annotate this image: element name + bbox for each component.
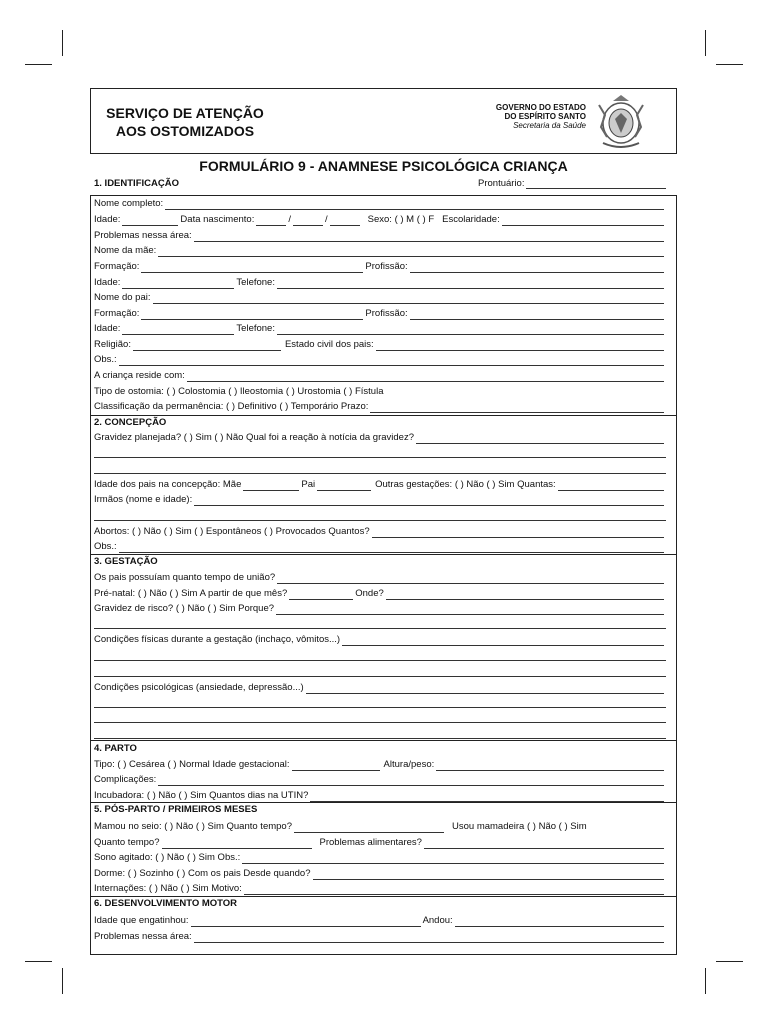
label: Formação:	[94, 308, 140, 319]
section-title-gestacao: 3. GESTAÇÃO	[94, 556, 158, 567]
crop-mark	[25, 961, 52, 962]
label: Obs.:	[94, 541, 117, 552]
field-line[interactable]	[294, 822, 444, 833]
label: Idade:	[94, 214, 121, 225]
blank-line[interactable]	[94, 473, 666, 474]
row-idade-pai	[94, 322, 666, 335]
blank-line[interactable]	[94, 738, 666, 739]
row-idade-mae	[94, 276, 666, 289]
row-problemas	[94, 229, 666, 242]
label: Nome completo:	[94, 198, 164, 209]
label: Tipo de ostomia: ( ) Colostomia ( ) Ileostomia ( ) Urostomia ( ) Fístula	[94, 386, 384, 397]
field-line[interactable]	[119, 355, 664, 366]
label: Formação:	[94, 261, 140, 272]
field-line[interactable]	[455, 916, 664, 927]
label: Problemas nessa área:	[94, 230, 192, 241]
label: /	[325, 214, 328, 225]
field-line[interactable]	[502, 215, 664, 226]
label: Estado civil dos pais:	[284, 339, 374, 350]
label: Gravidez planejada? ( ) Sim ( ) Não Qual foi a reação à notícia da gravidez?	[94, 432, 414, 443]
label: Escolaridade:	[442, 214, 500, 225]
crop-mark	[716, 64, 743, 65]
field-line[interactable]	[558, 480, 664, 491]
crop-mark	[25, 64, 52, 65]
label: Idade:	[94, 323, 121, 334]
row-idade	[94, 213, 666, 226]
row-formacao-pai	[94, 307, 666, 320]
field-line[interactable]	[194, 231, 664, 242]
field-line[interactable]	[410, 262, 664, 273]
field-line[interactable]	[436, 760, 664, 771]
crop-mark	[716, 961, 743, 962]
row-abortos	[94, 525, 666, 538]
label: A criança reside com:	[94, 370, 185, 381]
row-engatinhou	[94, 914, 666, 927]
field-line[interactable]	[119, 542, 664, 553]
row-formacao-mae	[94, 260, 666, 273]
label: Abortos: ( ) Não ( ) Sim ( ) Espontâneos ( ) Provocados Quantos?	[94, 526, 370, 537]
label: Quanto tempo?	[94, 837, 160, 848]
field-line[interactable]	[330, 215, 360, 226]
service-line-1: SERVIÇO DE ATENÇÃO	[106, 105, 264, 121]
label: Onde?	[355, 588, 384, 599]
label: Data nascimento:	[180, 214, 255, 225]
row-nome-pai	[94, 291, 666, 304]
field-line[interactable]	[376, 340, 664, 351]
field-line[interactable]	[122, 324, 234, 335]
section-title-parto: 4. PARTO	[94, 743, 137, 754]
label: Telefone:	[236, 277, 275, 288]
field-line[interactable]	[122, 278, 234, 289]
crop-mark	[62, 968, 63, 994]
field-line[interactable]	[293, 215, 323, 226]
label: Mamou no seio: ( ) Não ( ) Sim Quanto tempo?	[94, 821, 292, 832]
field-line[interactable]	[277, 324, 664, 335]
prontuario-label: Prontuário:	[478, 178, 525, 189]
row-religiao	[94, 338, 666, 351]
row-obs	[94, 353, 666, 366]
label: Religião:	[94, 339, 131, 350]
row-pre-natal	[94, 587, 666, 600]
field-line[interactable]	[372, 527, 664, 538]
label: Pai	[301, 479, 316, 490]
field-line[interactable]	[313, 869, 665, 880]
label: Nome do pai:	[94, 292, 151, 303]
field-line[interactable]	[289, 589, 353, 600]
field-line[interactable]	[410, 309, 664, 320]
field-line[interactable]	[424, 838, 664, 849]
service-title	[100, 104, 270, 140]
section-title-identificacao: 1. IDENTIFICAÇÃO	[94, 178, 179, 189]
field-line[interactable]	[277, 573, 664, 584]
field-line[interactable]	[141, 262, 363, 273]
field-line[interactable]	[194, 495, 664, 506]
label: Outras gestações: ( ) Não ( ) Sim Quantas:	[375, 479, 556, 490]
row-condicoes-fisicas	[94, 633, 666, 646]
field-line[interactable]	[277, 278, 664, 289]
section-title-pos-parto: 5. PÓS-PARTO / PRIMEIROS MESES	[94, 804, 258, 815]
label: Dorme: ( ) Sozinho ( ) Com os pais Desde quando?	[94, 868, 311, 879]
label: Obs.:	[94, 354, 117, 365]
label: Os pais possuíam quanto tempo de união?	[94, 572, 276, 583]
label: Problemas nessa área:	[94, 931, 192, 942]
label: Andou:	[422, 915, 453, 926]
blank-line[interactable]	[94, 707, 666, 708]
row-dorme	[94, 867, 666, 880]
row-mamou	[94, 820, 666, 833]
label: Profissão:	[365, 261, 408, 272]
row-quanto-tempo	[94, 836, 666, 849]
row-reside	[94, 369, 666, 382]
label: Sono agitado: ( ) Não ( ) Sim Obs.:	[94, 852, 241, 863]
field-line[interactable]	[386, 589, 664, 600]
field-line[interactable]	[122, 215, 178, 226]
field-line[interactable]	[292, 760, 380, 771]
gov-line-1: GOVERNO DO ESTADO	[495, 103, 586, 112]
label: Irmãos (nome e idade):	[94, 494, 193, 505]
field-line[interactable]	[141, 309, 363, 320]
field-line[interactable]	[153, 293, 664, 304]
row-classificacao	[94, 400, 666, 413]
label: Classificação da permanência: ( ) Definitivo ( ) Temporário Prazo:	[94, 401, 369, 412]
label: Incubadora: ( ) Não ( ) Sim Quantos dias na UTIN?	[94, 790, 309, 801]
gov-line-2: DO ESPÍRITO SANTO	[504, 112, 586, 121]
row-irmaos	[94, 493, 666, 506]
field-line[interactable]	[187, 371, 664, 382]
field-line[interactable]	[276, 604, 664, 615]
row-tipo-parto	[94, 758, 666, 771]
label: Usou mamadeira ( ) Não ( ) Sim	[452, 821, 587, 832]
label: Tipo: ( ) Cesárea ( ) Normal Idade gestacional:	[94, 759, 290, 770]
row-condicoes-psicologicas	[94, 681, 666, 694]
field-line[interactable]	[244, 884, 664, 895]
label: Profissão:	[365, 308, 408, 319]
blank-line[interactable]	[94, 457, 666, 458]
field-line[interactable]	[342, 635, 664, 646]
row-tempo-uniao	[94, 571, 666, 584]
row-gravidez-risco	[94, 602, 666, 615]
field-line[interactable]	[162, 838, 312, 849]
label: Telefone:	[236, 323, 275, 334]
label: /	[288, 214, 291, 225]
section-divider	[91, 802, 676, 803]
field-line[interactable]	[165, 199, 664, 210]
label: Gravidez de risco? ( ) Não ( ) Sim Porque?	[94, 603, 275, 614]
field-line[interactable]	[194, 932, 664, 943]
crop-mark	[705, 968, 706, 994]
field-line[interactable]	[158, 246, 664, 257]
form-title: FORMULÁRIO 9 - ANAMNESE PSICOLÓGICA CRIANÇA	[199, 158, 568, 174]
row-problemas-motor	[94, 930, 666, 943]
label: Idade que engatinhou:	[94, 915, 189, 926]
row-tipo-ostomia	[94, 385, 666, 398]
field-line[interactable]	[242, 853, 664, 864]
field-line[interactable]	[416, 433, 664, 444]
label: Sexo: ( ) M ( ) F	[367, 214, 435, 225]
section-divider	[91, 554, 676, 555]
blank-line[interactable]	[94, 676, 666, 677]
label: Condições psicológicas (ansiedade, depressão...)	[94, 682, 304, 693]
crop-mark	[705, 30, 706, 56]
label: Problemas alimentares?	[319, 837, 422, 848]
blank-line[interactable]	[94, 660, 666, 661]
label: Altura/peso:	[383, 759, 435, 770]
label: Pré-natal: ( ) Não ( ) Sim A partir de que mês?	[94, 588, 288, 599]
section-title-concepcao: 2. CONCEPÇÃO	[94, 417, 167, 428]
label: Complicações:	[94, 774, 157, 785]
section-title-desenvolvimento-motor: 6. DESENVOLVIMENTO MOTOR	[94, 898, 238, 909]
field-line[interactable]	[256, 215, 286, 226]
field-line[interactable]	[158, 775, 664, 786]
field-line[interactable]	[191, 916, 421, 927]
label: Nome da mãe:	[94, 245, 157, 256]
gov-line-3: Secretaria da Saúde	[513, 121, 586, 130]
field-line[interactable]	[317, 480, 371, 491]
section-divider	[91, 740, 676, 741]
row-internacoes	[94, 882, 666, 895]
state-coat-of-arms-icon	[591, 93, 651, 149]
field-line[interactable]	[370, 402, 664, 413]
label: Condições físicas durante a gestação (inchaço, vômitos...)	[94, 634, 341, 645]
row-incubadora	[94, 789, 666, 802]
row-sono-agitado	[94, 851, 666, 864]
blank-line[interactable]	[94, 722, 666, 723]
row-complicacoes	[94, 773, 666, 786]
service-line-2: AOS OSTOMIZADOS	[115, 123, 255, 139]
form-body	[90, 195, 677, 955]
field-line[interactable]	[310, 791, 664, 802]
prontuario-line[interactable]	[526, 178, 666, 189]
row-nome-mae	[94, 244, 666, 257]
government-label	[496, 103, 586, 130]
row-idade-pais	[94, 478, 666, 491]
blank-line[interactable]	[94, 520, 666, 521]
label: Idade:	[94, 277, 121, 288]
row-nome-completo	[94, 197, 666, 210]
prontuario-field[interactable]	[478, 178, 666, 189]
field-line[interactable]	[133, 340, 281, 351]
section-divider	[91, 896, 676, 897]
field-line[interactable]	[306, 683, 664, 694]
blank-line[interactable]	[94, 628, 666, 629]
row-obs-concepcao	[94, 540, 666, 553]
crop-mark	[62, 30, 63, 56]
field-line[interactable]	[243, 480, 299, 491]
label: Internações: ( ) Não ( ) Sim Motivo:	[94, 883, 242, 894]
label: Idade dos pais na concepção: Mãe	[94, 479, 242, 490]
section-divider	[91, 415, 676, 416]
row-gravidez-planejada	[94, 431, 666, 444]
